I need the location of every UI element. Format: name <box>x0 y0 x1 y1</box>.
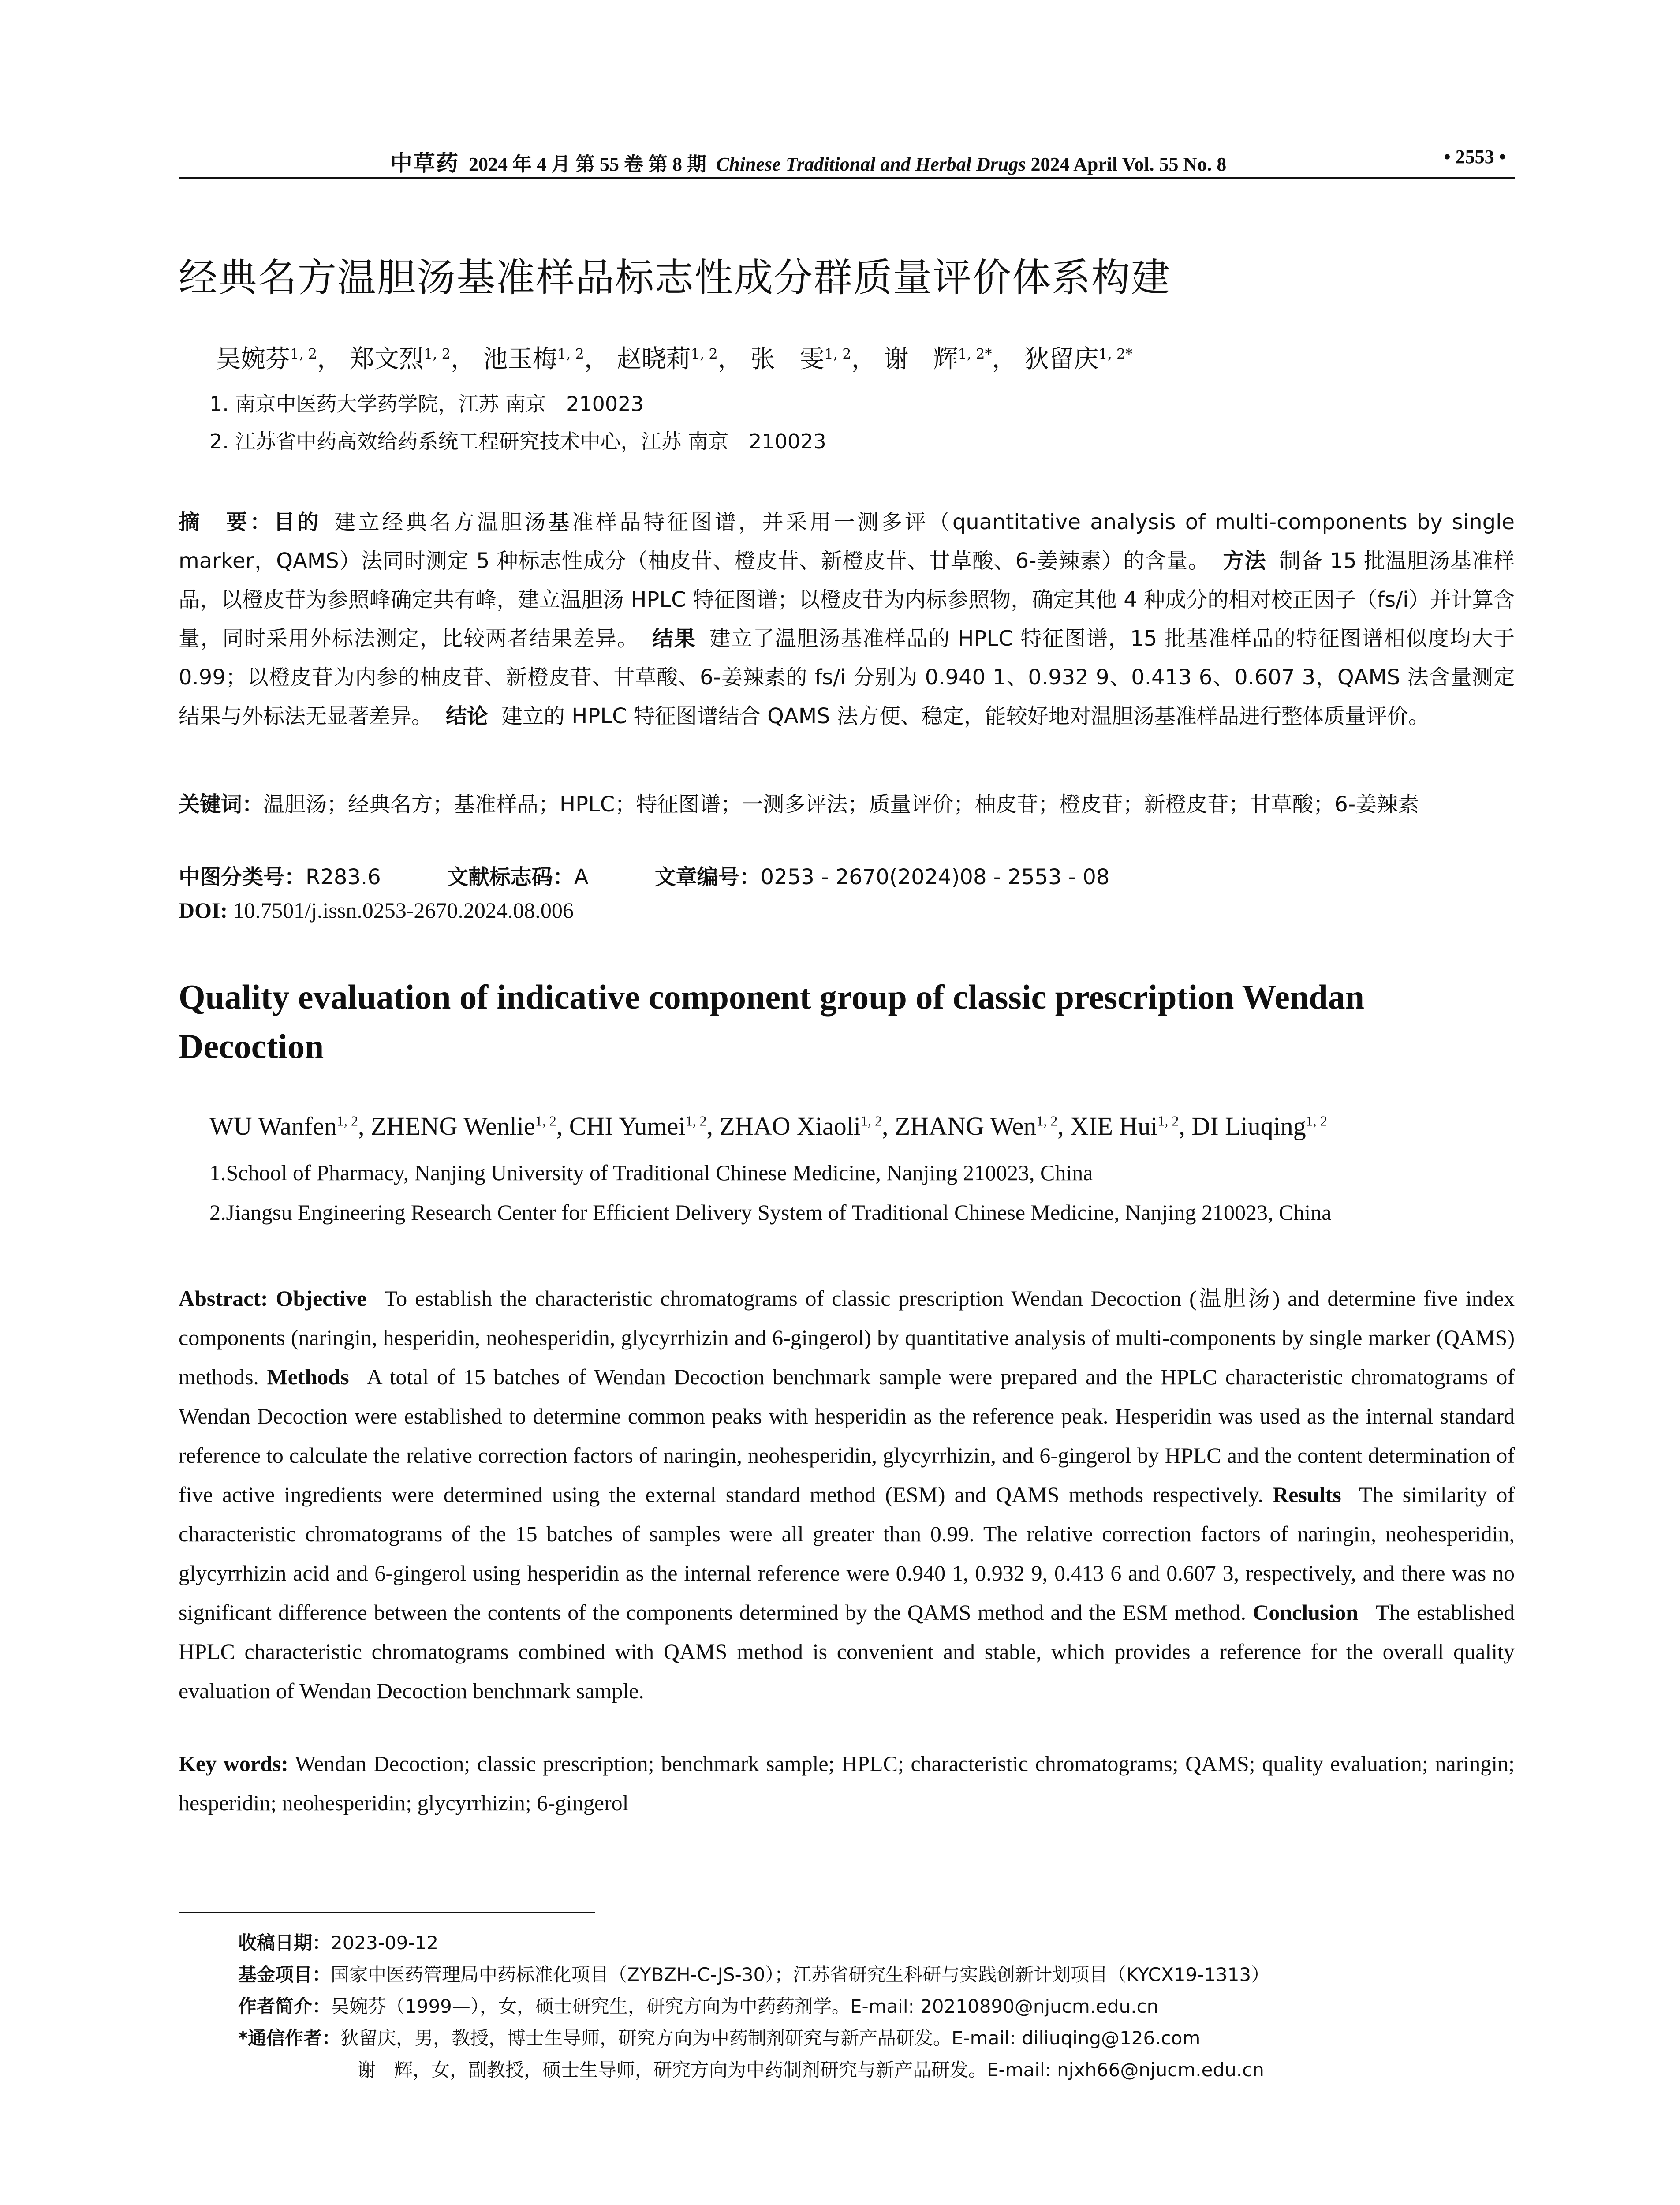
journal-name-cn: 中草药 <box>390 151 459 176</box>
abstract-label-en: Abstract: <box>179 1286 268 1311</box>
author-en: DI Liuqing <box>1191 1112 1306 1140</box>
issue-cn: 2024 年 4 月 第 55 卷 第 8 期 <box>469 153 706 175</box>
author-cn: 赵晓莉 <box>616 345 691 374</box>
received-date: 2023-09-12 <box>331 1932 439 1954</box>
article-title-cn: 经典名方温胆汤基准样品标志性成分群质量评价体系构建 <box>179 255 1171 300</box>
keywords-label-en: Key words: <box>179 1751 288 1776</box>
author-cn: 吴婉芬 <box>216 345 290 374</box>
methods-text-en: A total of 15 batches of Wendan Decoction benchmark sample were prepared and the HPLC characteristic chromatograms of Wendan Decoction were established to determine common peaks with hesperidin as the reference peak. Hesperidin was used as the internal standard reference to calculate the relative correction factors of naringin, neohesperidin, glycyrrhizin, and 6-gingerol by HPLC and the content determination of five active ingredients were determined using the external standard method (ESM) and QAMS methods respectively. <box>179 1364 1515 1507</box>
conclusion-text-cn: 建立的 HPLC 特征图谱结合 QAMS 法方便、稳定，能较好地对温胆汤基准样品进行整体质量评价。 <box>501 704 1430 729</box>
issue-en: 2024 April Vol. 55 No. 8 <box>1030 153 1227 175</box>
author-affiliation-mark: 1, 2 <box>1157 1113 1179 1129</box>
author-affiliation-mark: 1, 2 <box>535 1113 556 1129</box>
author-list-en: WU Wanfen$^{1, 2}$, ZHENG Wenlie$^{1, 2}$, CHI Yumei$^{1, 2}$, ZHAO Xiaoli$^{1, 2}$, ZHANG Wen$^{1, 2}$, XIE Hui$^{1, 2}$, DI Liuqing$^{1, 2}$ <box>209 1112 1327 1140</box>
author-affiliation-mark: 1, 2 <box>861 1113 882 1129</box>
author-affiliation-mark: 1, 2 <box>423 345 451 363</box>
clc-label: 中图分类号： <box>179 865 306 889</box>
footnote-corresponding-2 <box>238 2054 1269 2086</box>
footnote-divider <box>179 1912 595 1913</box>
author-cn: 张 雯 <box>750 345 825 374</box>
author-en: ZHENG Wenlie <box>370 1112 535 1140</box>
abstract-en <box>179 1279 1515 1711</box>
author-affiliation-mark: 1, 2 <box>691 345 718 363</box>
received-label: 收稿日期： <box>238 1932 331 1954</box>
footnotes <box>238 1927 1269 2086</box>
doi-value[interactable]: 10.7501/j.issn.0253-2670.2024.08.006 <box>233 898 574 923</box>
corresponding-author-1: 狄留庆，男，教授，博士生导师，研究方向为中药制剂研究与新产品研发。E-mail: diliuqing@126.com <box>340 2027 1201 2049</box>
conclusion-label-en: Conclusion <box>1253 1600 1359 1625</box>
author-affiliation-mark: 1, 2 <box>336 1113 358 1129</box>
article-number-label: 文章编号： <box>654 865 761 889</box>
author-affiliation-mark: 1, 2* <box>1098 345 1133 363</box>
footnote-received <box>238 1927 1269 1959</box>
methods-text-cn: 制备 15 批温胆汤基准样品，以橙皮苷为参照峰确定共有峰，建立温胆汤 HPLC 特征图谱；以橙皮苷为内标参照物，确定其他 4 种成分的相对校正因子（fs/i）并计算含量，同时采用外标法测定，比较两者结果差异。 <box>179 549 1515 651</box>
objective-text-cn: 建立经典名方温胆汤基准样品特征图谱，并采用一测多评（quantitative analysis of multi-components by single marker，QAMS）法同时测定 5 种标志性成分（柚皮苷、橙皮苷、新橙皮苷、甘草酸、6-姜辣素）的含量。 <box>179 510 1515 573</box>
abstract-cn <box>179 503 1515 736</box>
keywords-en <box>179 1744 1515 1823</box>
author-en: ZHANG Wen <box>895 1112 1037 1140</box>
results-label-en: Results <box>1273 1482 1341 1507</box>
running-header <box>179 142 1515 179</box>
bio-label: 作者简介： <box>238 1996 331 2017</box>
objective-text-en: To establish the characteristic chromatograms of classic prescription Wendan Decoction (温胆汤) and determine five index components (naringin, hesperidin, neohesperidin, glycyrrhizin and 6-gingerol) by quantitative analysis of multi-components by single marker (QAMS) methods. <box>179 1286 1515 1389</box>
clc-value: R283.6 <box>306 865 381 889</box>
fund-label: 基金项目： <box>238 1964 331 1985</box>
author-affiliation-mark: 1, 2 <box>557 345 584 363</box>
doi-label: DOI: <box>179 898 228 923</box>
bio-text: 吴婉芬（1999—），女，硕士研究生，研究方向为中药药剂学。E-mail: 20210890@njucm.edu.cn <box>331 1996 1159 2017</box>
author-affiliation-mark: 1, 2 <box>1036 1113 1058 1129</box>
footnote-bio <box>238 1991 1269 2022</box>
abstract-label-cn: 摘 要： <box>179 510 274 534</box>
keywords-text-en: Wendan Decoction; classic prescription; benchmark sample; HPLC; characteristic chromatograms; QAMS; quality evaluation; naringin; hesperidin; neohesperidin; glycyrrhizin; 6-gingerol <box>179 1751 1515 1815</box>
article-title-en: Quality evaluation of indicative component group of classic prescription Wendan Decoction <box>179 978 1365 1065</box>
author-en: ZHAO Xiaoli <box>719 1112 861 1140</box>
author-en: WU Wanfen <box>209 1112 337 1140</box>
conclusion-label-cn: 结论 <box>446 704 489 729</box>
author-affiliation-mark: 1, 2 <box>1306 1113 1327 1129</box>
affiliation-en-2: 2.Jiangsu Engineering Research Center for Efficient Delivery System of Traditional Chinese Medicine, Nanjing 210023, China <box>209 1200 1332 1225</box>
fund-text: 国家中医药管理局中药标准化项目（ZYBZH-C-JS-30）；江苏省研究生科研与实践创新计划项目（KYCX19-1313） <box>331 1964 1270 1985</box>
objective-label-cn: 目的 <box>273 510 321 534</box>
corresponding-label: *通信作者： <box>238 2027 340 2049</box>
doc-code-label: 文献标志码： <box>447 865 574 889</box>
affiliation-cn-1: 1. 南京中医药大学药学院，江苏 南京 210023 <box>209 392 644 416</box>
keywords-label-cn: 关键词： <box>179 792 264 817</box>
keywords-text-cn: 温胆汤；经典名方；基准样品；HPLC；特征图谱；一测多评法；质量评价；柚皮苷；橙皮苷；新橙皮苷；甘草酸；6-姜辣素 <box>263 792 1419 817</box>
author-cn: 池玉梅 <box>483 345 557 374</box>
author-cn: 郑文烈 <box>349 345 424 374</box>
footnote-corresponding <box>238 2022 1269 2054</box>
affiliation-en-1: 1.School of Pharmacy, Nanjing University of Traditional Chinese Medicine, Nanjing 210023, China <box>209 1160 1093 1185</box>
results-text-en: The similarity of characteristic chromatograms of the 15 batches of samples were all greater than 0.99. The relative correction factors of naringin, neohesperidin, glycyrrhizin acid and 6-gingerol using hesperidin as the internal reference were 0.940 1, 0.932 9, 0.413 6 and 0.607 3, respectively, and there was no significant difference between the contents of the components determined by the QAMS method and the ESM method. <box>179 1482 1515 1625</box>
doi-line <box>179 897 574 923</box>
classification-line <box>179 860 1109 890</box>
author-en: XIE Hui <box>1070 1112 1158 1140</box>
author-cn: 狄留庆 <box>1024 345 1099 374</box>
page-number: • 2553 • <box>1444 146 1506 168</box>
keywords-cn <box>179 785 1515 824</box>
corresponding-author-2: 谢 辉，女，副教授，硕士生导师，研究方向为中药制剂研究与新产品研发。E-mail: njxh66@njucm.edu.cn <box>357 2059 1264 2081</box>
results-text-cn: 建立了温胆汤基准样品的 HPLC 特征图谱，15 批基准样品的特征图谱相似度均大于 0.99；以橙皮苷为内参的柚皮苷、新橙皮苷、甘草酸、6-姜辣素的 fs/i 分别为 0.940 1、0.932 9、0.413 6、0.607 3，QAMS 法含量测定结果与外标法无显著差异。 <box>179 626 1515 729</box>
author-list-cn: 吴婉芬$^{1, 2}$， 郑文烈$^{1, 2}$， 池玉梅$^{1, 2}$， 赵晓莉$^{1, 2}$， 张 雯$^{1, 2}$， 谢 辉$^{1, 2*}$， 狄留庆$^{1, 2*}$ <box>216 345 1133 374</box>
author-cn: 谢 辉 <box>884 345 958 374</box>
methods-label-cn: 方法 <box>1223 549 1266 573</box>
author-affiliation-mark: 1, 2 <box>685 1113 707 1129</box>
results-label-cn: 结果 <box>652 626 696 651</box>
footnote-fund <box>238 1959 1269 1991</box>
author-affiliation-mark: 1, 2* <box>958 345 992 363</box>
article-number-value: 0253 - 2670(2024)08 - 2553 - 08 <box>760 865 1110 889</box>
objective-label-en: Objective <box>276 1286 367 1311</box>
author-en: CHI Yumei <box>569 1112 686 1140</box>
methods-label-en: Methods <box>267 1364 349 1389</box>
doc-code-value: A <box>574 865 589 889</box>
affiliation-cn-2: 2. 江苏省中药高效给药系统工程研究技术中心，江苏 南京 210023 <box>209 430 826 453</box>
author-affiliation-mark: 1, 2 <box>290 345 317 363</box>
journal-name-en: Chinese Traditional and Herbal Drugs <box>716 153 1026 175</box>
conclusion-text-en: The established HPLC characteristic chromatograms combined with QAMS method is convenient and stable, which provides a reference for the overall quality evaluation of Wendan Decoction benchmark sample. <box>179 1600 1515 1703</box>
running-header-title <box>390 146 1226 177</box>
author-affiliation-mark: 1, 2 <box>824 345 851 363</box>
